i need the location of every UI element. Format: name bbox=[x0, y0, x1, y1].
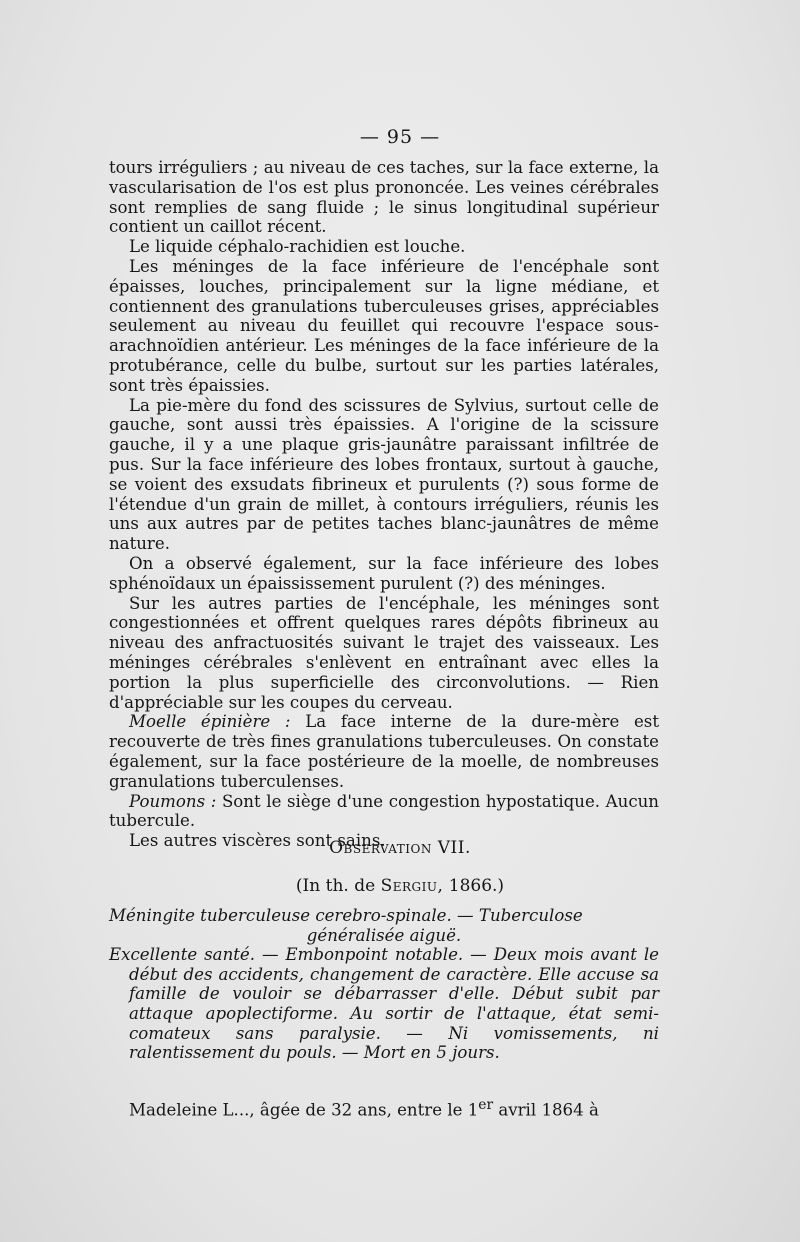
summary-body: Excellente santé. — Embonpoint notable. — Deux mois avant le début des accidents, changement de caractère. Elle accuse sa famille de vouloir se débarrasser d'elle. Début subit par attaque apoplectiforme. Au sortir de l'attaque, état semi-comateux sans paralysie. — Ni vomissements, ni ralentissement du pouls. — Mort en 5 jours. bbox=[109, 945, 659, 1063]
moelle-label: Moelle épinière : bbox=[129, 712, 291, 732]
final-line bbox=[129, 1095, 659, 1121]
case-summary bbox=[109, 906, 659, 1063]
summary-title-line-1: Méningite tuberculeuse cerebro-spinale. — Tuberculose bbox=[109, 906, 583, 925]
paragraph: tours irréguliers ; au niveau de ces taches, sur la face externe, la vascularisation de l'os est plus prononcée. Les veines cérébrales sont remplies de sang fluide ; le sinus longitudinal supérieur contient un caillot récent. bbox=[109, 158, 659, 237]
paragraph: Les méninges de la face inférieure de l'encéphale sont épaisses, louches, principalement sur la ligne médiane, et contiennent des granulations tuberculeuses grises, appréciables seulement au niveau du feuillet qui recouvre l'espace sous-arachnoïdien antérieur. Les méninges de la face inférieure de la protubérance, celle du bulbe, surtout sur les parties latérales, sont très épaissies. bbox=[109, 256, 659, 395]
page-number: — 95 — bbox=[359, 126, 441, 148]
source-open: (In th. de bbox=[295, 876, 376, 896]
paragraph: Le liquide céphalo-rachidien est louche. bbox=[129, 237, 466, 257]
paragraph-poumons bbox=[109, 792, 659, 832]
source-year: 1866.) bbox=[448, 876, 505, 896]
poumons-text: Sont le siège d'une congestion hypostatique. Aucun tubercule. bbox=[109, 791, 659, 831]
observation-title: Observation VII. bbox=[329, 838, 471, 858]
final-line-end: avril 1864 à bbox=[493, 1100, 599, 1120]
observation-source bbox=[0, 876, 800, 896]
paragraph: Sur les autres parties de l'encéphale, les méninges sont congestionnées et offrent quelques rares dépôts fibrineux au niveau des anfractuosités suivant le trajet des vaisseaux. Les méninges cérébrales s'enlèvent en entraînant avec elles la portion la plus superficielle des circonvolutions. — Rien d'appréciable sur les coupes du cerveau. bbox=[109, 593, 659, 712]
paragraph: Les autres viscères sont sains. bbox=[129, 831, 386, 851]
summary-title-line-2: généralisée aiguë. bbox=[306, 925, 462, 945]
final-line-start: Madeleine L..., âgée de 32 ans, entre le 1 bbox=[129, 1100, 479, 1120]
source-author: Sergiu, bbox=[380, 876, 444, 896]
moelle-text: La face interne de la dure-mère est recouverte de très fines granulations tuberculeuses. On constate également, sur la face postérieure de la moelle, de nombreuses granulations tuberculenses. bbox=[109, 712, 659, 791]
final-line-sup: er bbox=[478, 1097, 494, 1113]
paragraph: On a observé également, sur la face inférieure des lobes sphénoïdaux un épaississement purulent (?) des méninges. bbox=[109, 553, 659, 593]
paragraph: La pie-mère du fond des scissures de Sylvius, surtout celle de gauche, sont aussi très épaissies. A l'origine de la scissure gauche, il y a une plaque gris-jaunâtre paraissant infiltrée de pus. Sur la face inférieure des lobes frontaux, surtout à gauche, se voient des exsudats fibrineux et purulents (?) sous forme de l'étendue d'un grain de millet, à contours irréguliers, réunis les uns aux autres par de petites taches blanc-jaunâtres de même nature. bbox=[109, 395, 659, 554]
body-text bbox=[109, 158, 659, 851]
paragraph-moelle bbox=[109, 712, 659, 791]
poumons-label: Poumons : bbox=[129, 791, 217, 811]
